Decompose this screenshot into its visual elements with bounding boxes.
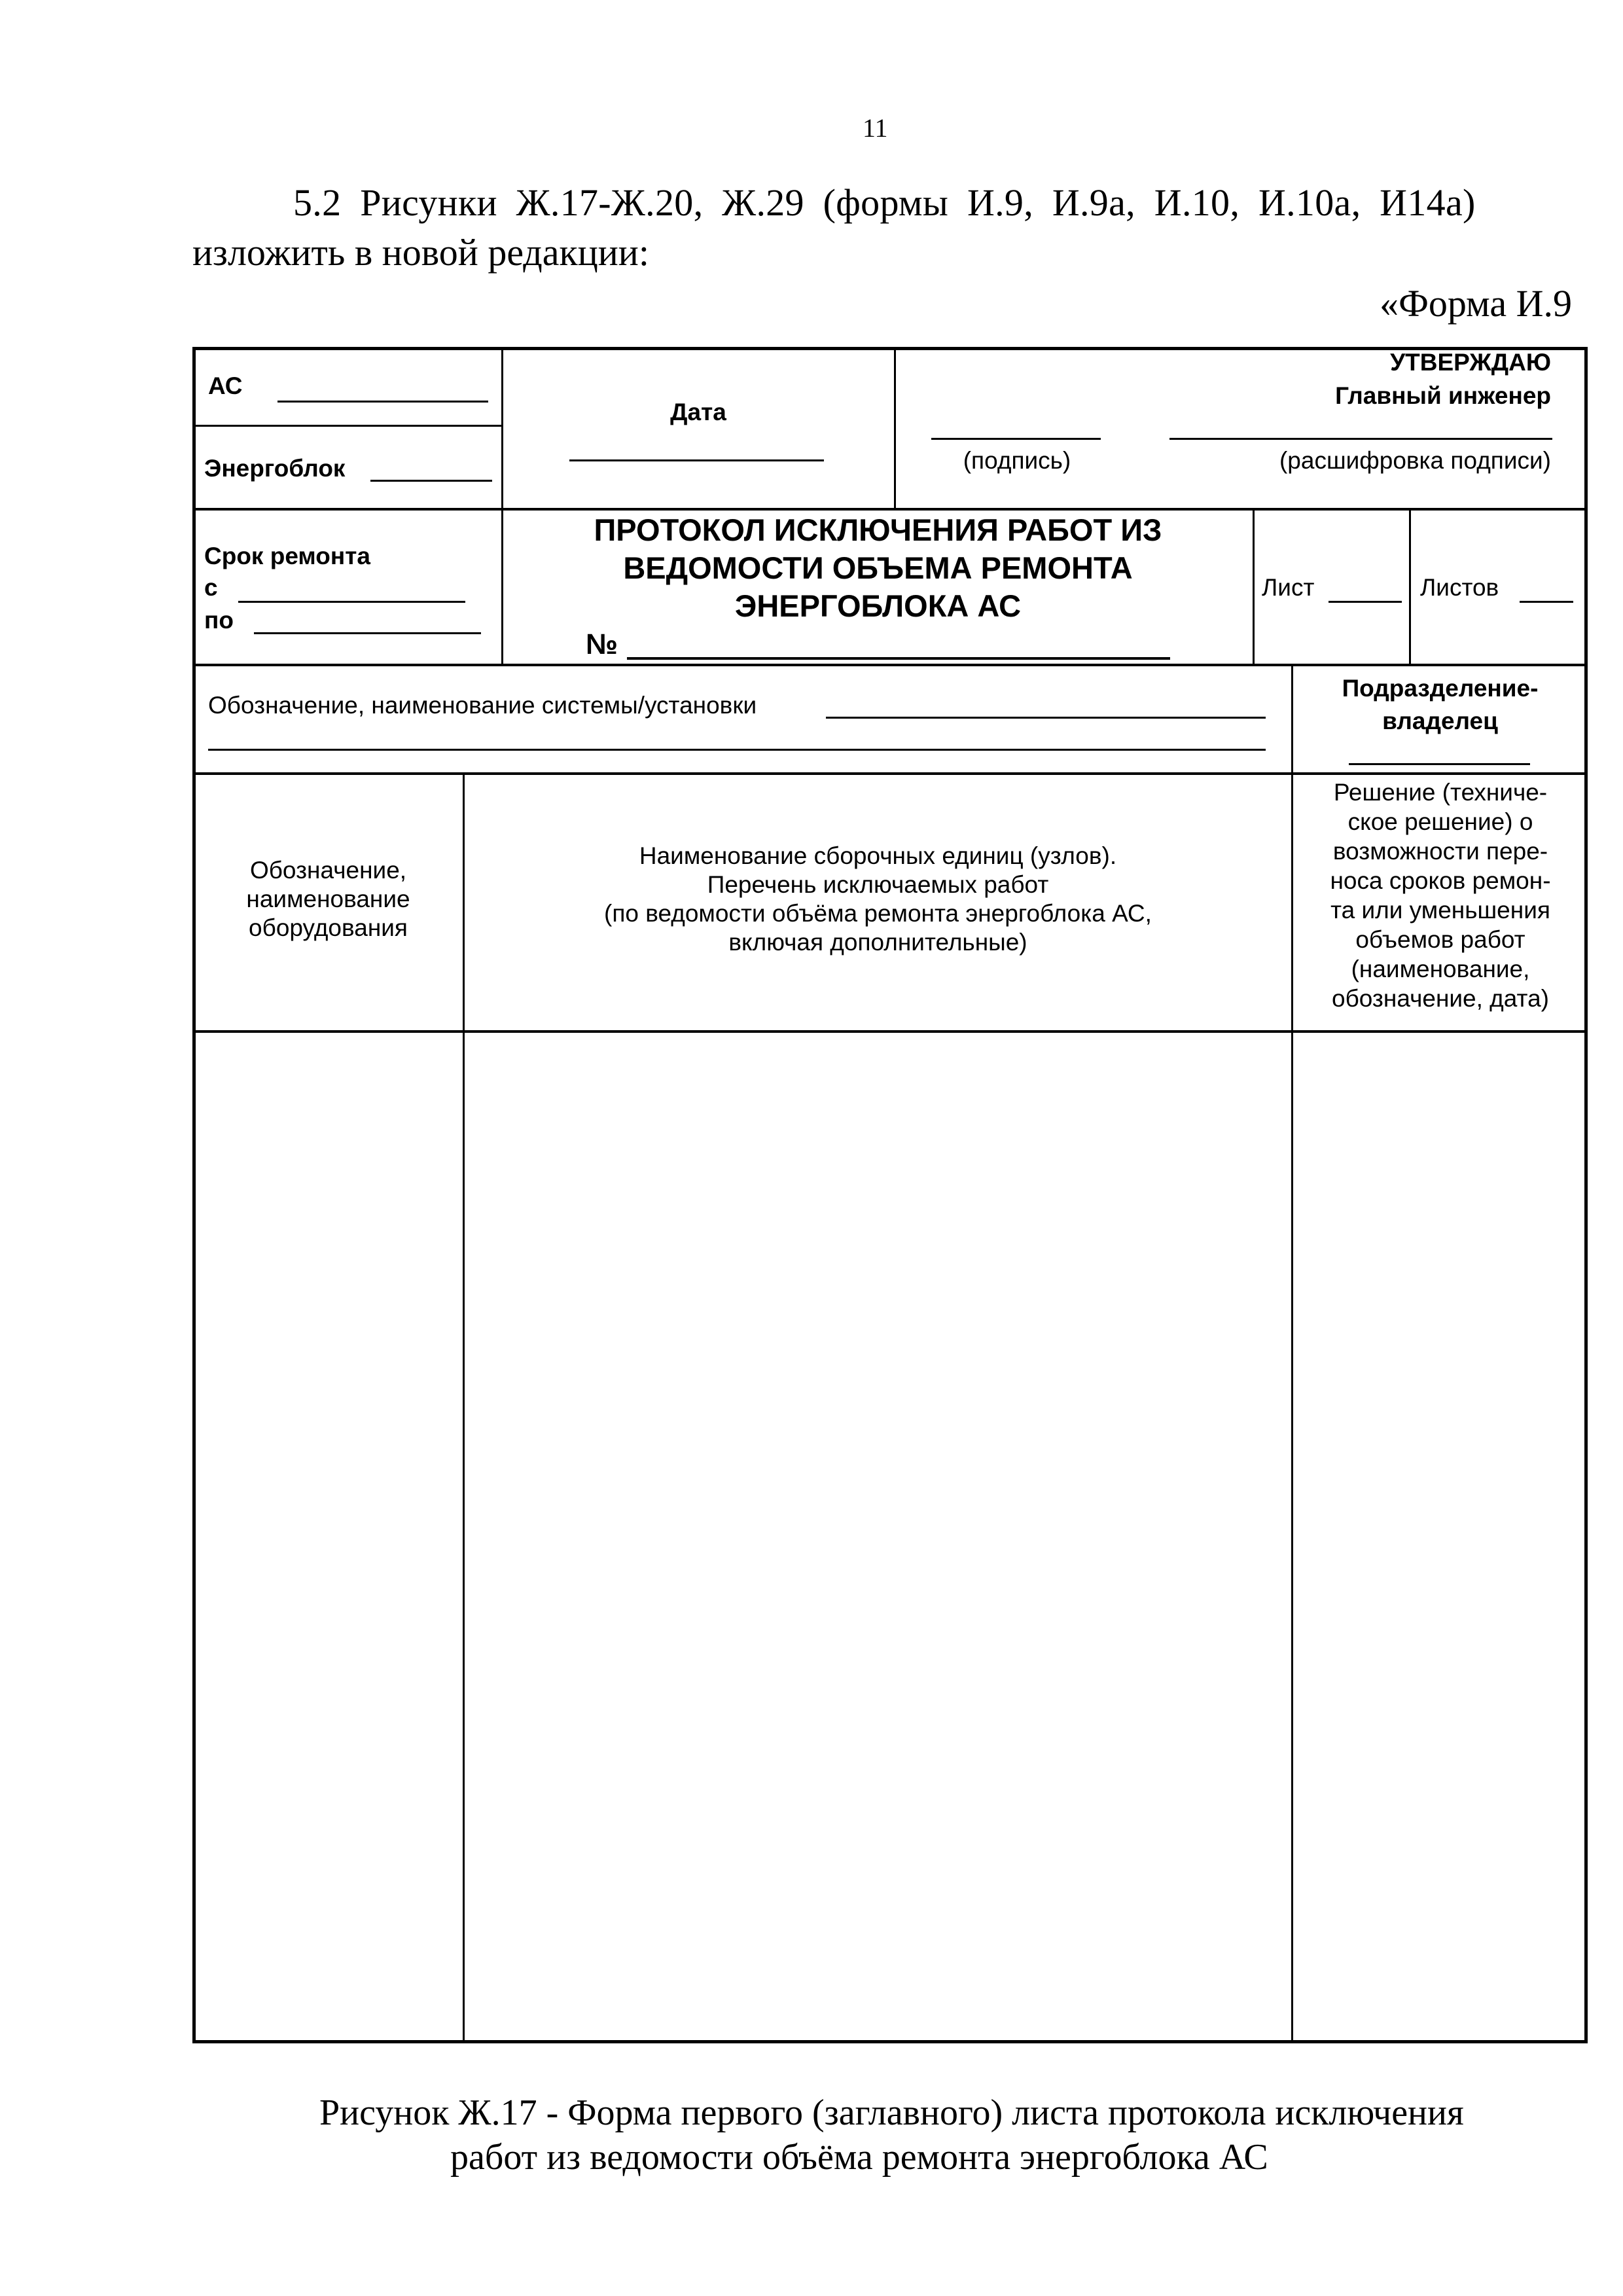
col-divider <box>894 347 896 509</box>
from-label: с <box>204 574 218 601</box>
col3-line: возможности пере- <box>1332 838 1548 865</box>
approve-label: УТВЕРЖДАЮ <box>1390 349 1551 376</box>
system-field[interactable] <box>826 717 1266 719</box>
col-equipment-header <box>194 856 463 942</box>
chief-engineer-label: Главный инженер <box>1335 382 1551 409</box>
signature-field[interactable] <box>931 438 1101 440</box>
col-divider <box>1409 509 1411 665</box>
owner-label-line-1: Подразделение- <box>1342 675 1539 702</box>
figure-caption-line-1: Рисунок Ж.17 - Форма первого (заглавного) листа протокола исключения <box>319 2092 1464 2133</box>
protocol-number-field[interactable] <box>627 657 1170 660</box>
col3-line: та или уменьшения <box>1330 897 1550 924</box>
to-field[interactable] <box>254 632 481 634</box>
unit-label: Энергоблок <box>204 455 346 482</box>
col2-line: включая дополнительные) <box>728 929 1027 956</box>
from-field[interactable] <box>238 601 465 603</box>
date-field[interactable] <box>569 459 824 461</box>
system-label: Обозначение, наименование системы/установки <box>208 692 757 719</box>
signature-decode-caption: (расшифровка подписи) <box>1279 447 1551 474</box>
col1-line: наименование <box>246 886 410 912</box>
col3-line: обозначение, дата) <box>1332 985 1549 1012</box>
intro-line-1: 5.2 Рисунки Ж.17-Ж.20, Ж.29 (формы И.9, И.9а, И.10, И.10а, И14а) <box>293 181 1476 224</box>
sheets-field[interactable] <box>1520 601 1573 603</box>
row-divider <box>192 508 1588 511</box>
col1-line: оборудования <box>249 914 408 941</box>
col-works-header <box>465 842 1291 957</box>
col3-line: ское решение) о <box>1347 808 1533 835</box>
owner-label-line-2: владелец <box>1382 708 1498 734</box>
col2-line: (по ведомости объёма ремонта энергоблока АС, <box>604 900 1152 927</box>
sheet-field[interactable] <box>1329 601 1402 603</box>
sheet-label: Лист <box>1262 574 1315 601</box>
signature-caption: (подпись) <box>963 447 1071 474</box>
figure-caption-line-2: работ из ведомости объёма ремонта энергоблока АС <box>450 2137 1268 2178</box>
col3-line: объемов работ <box>1355 926 1525 953</box>
as-field[interactable] <box>277 401 488 403</box>
intro-line-2: изложить в новой редакции: <box>192 231 649 274</box>
system-field-line-2[interactable] <box>208 749 1266 751</box>
unit-field[interactable] <box>370 480 492 482</box>
protocol-title-line-1: ПРОТОКОЛ ИСКЛЮЧЕНИЯ РАБОТ ИЗ <box>594 512 1162 547</box>
sheets-label: Листов <box>1420 574 1499 601</box>
repair-term-label: Срок ремонта <box>204 543 370 569</box>
col-divider <box>463 774 465 2043</box>
page-number: 11 <box>863 113 888 143</box>
protocol-title-line-3: ЭНЕРГОБЛОКА АС <box>734 588 1022 623</box>
row-divider <box>192 772 1588 775</box>
date-label: Дата <box>670 399 726 425</box>
col3-line: (наименование, <box>1351 956 1530 982</box>
col1-line: Обозначение, <box>249 857 407 884</box>
to-label: по <box>204 607 234 634</box>
as-label: АС <box>208 372 243 399</box>
col2-line: Наименование сборочных единиц (узлов). <box>639 842 1117 869</box>
col2-line: Перечень исключаемых работ <box>707 871 1049 898</box>
signature-decode-field[interactable] <box>1169 438 1552 440</box>
cell-divider <box>192 425 502 427</box>
col3-line: носа сроков ремон- <box>1330 867 1551 894</box>
col3-line: Решение (техниче- <box>1333 779 1548 806</box>
number-sign: № <box>586 628 618 660</box>
owner-field[interactable] <box>1349 763 1530 765</box>
row-divider <box>192 1030 1588 1033</box>
row-divider <box>192 664 1588 666</box>
protocol-title-line-2: ВЕДОМОСТИ ОБЪЕМА РЕМОНТА <box>623 550 1133 585</box>
col-divider <box>1253 509 1255 665</box>
form-label: «Форма И.9 <box>1380 282 1572 325</box>
col-decision-header <box>1293 778 1588 1013</box>
